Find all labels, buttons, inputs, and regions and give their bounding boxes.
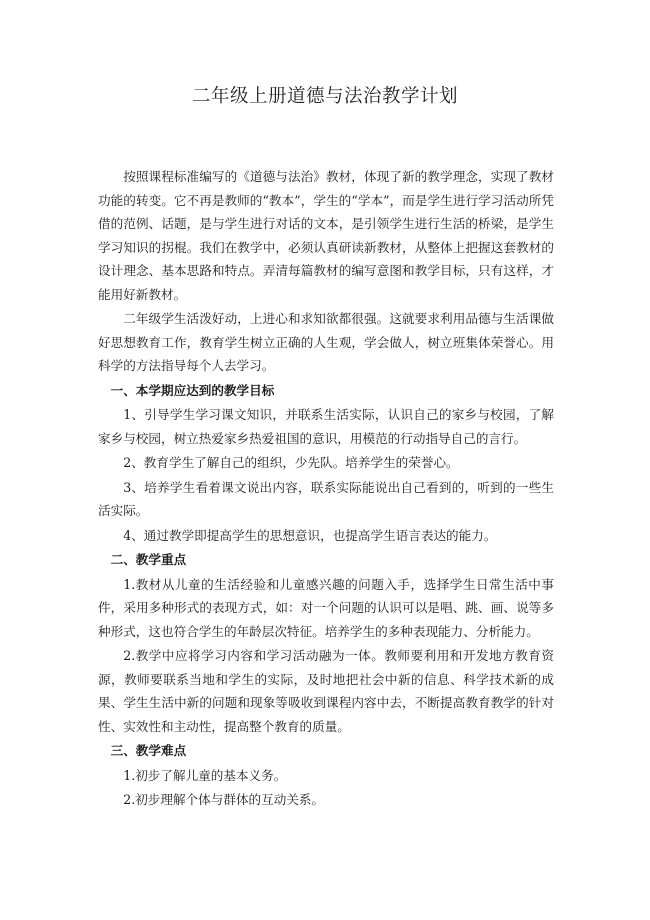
- intro-paragraph: 按照课程标准编写的《道德与法治》教材，体现了新的教学理念，实现了教材功能的转变。它不再是教师的“教本”，学生的“学本”，而是学生进行学习活动所凭借的范例、话题，是与学生进行对话的文本，是引领学生进行生活的桥梁，是学生学习知识的拐棍。我们在教学中，必须认真研读新教材，从整体上把握这套教材的设计理念、基本思路和特点。弄清每篇教材的编写意图和教学目标，只有这样，才能用好新教材。: [98, 169, 554, 302]
- section-heading: 一、本学期应达到的教学目标: [110, 382, 275, 398]
- section-item: 3、培养学生看着课文说出内容，联系实际能说出自己看到的，听到的一些生活实际。: [98, 479, 554, 518]
- section-item: 4、通过教学即提高学生的思想意识，也提高学生语言表达的能力。: [123, 527, 497, 543]
- section-item: 1.初步了解儿童的基本义务。: [123, 767, 287, 783]
- section-item: 2、教育学生了解自己的组织，少先队。培养学生的荣誉心。: [123, 455, 459, 470]
- section-item: 2.初步理解个体与群体的互动关系。: [123, 792, 325, 807]
- section-heading: 二、教学重点: [110, 552, 187, 567]
- intro-paragraph: 二年级学生活泼好动，上进心和求知欲都很强。这就要求利用品德与生活课做好思想教育工作，教育学生树立正确的人生观，学会做人，树立班集体荣誉心。用科学的方法指导每个人去学习。: [98, 311, 554, 373]
- section-item: 2.教学中应将学习内容和学习活动融为一体。教师要利用和开发地方教育资源，教师要联系当地和学生的实际，及时地把社会中新的信息、科学技术新的成果、学生生活中新的问题和现象等吸收到课程内容中去，不断提高教育教学的针对性、实效性和主动性，提高整个教育的质量。: [98, 648, 554, 734]
- section-teaching-goals: [98, 379, 554, 548]
- document-title: 二年级上册道德与法治教学计划: [191, 86, 458, 107]
- section-item: 1.教材从儿童的生活经验和儿童感兴趣的问题入手，选择学生日常生活中事件，采用多种形式的表现方式，如：对一个问题的认识可以是唱、跳、画、说等多种形式，这也符合学生的年龄层次特征。培养学生的多种表现能力、分析能力。: [98, 576, 554, 639]
- section-teaching-difficulties: [98, 739, 554, 812]
- section-heading: 三、教学难点: [110, 743, 187, 758]
- document-body: [98, 165, 554, 812]
- section-item: 1、引导学生学习课文知识，并联系生活实际，认识自己的家乡与校园，了解家乡与校园，树立热爱家乡热爱祖国的意识，用模范的行动指导自己的言行。: [98, 407, 554, 446]
- section-teaching-focus: [98, 548, 554, 738]
